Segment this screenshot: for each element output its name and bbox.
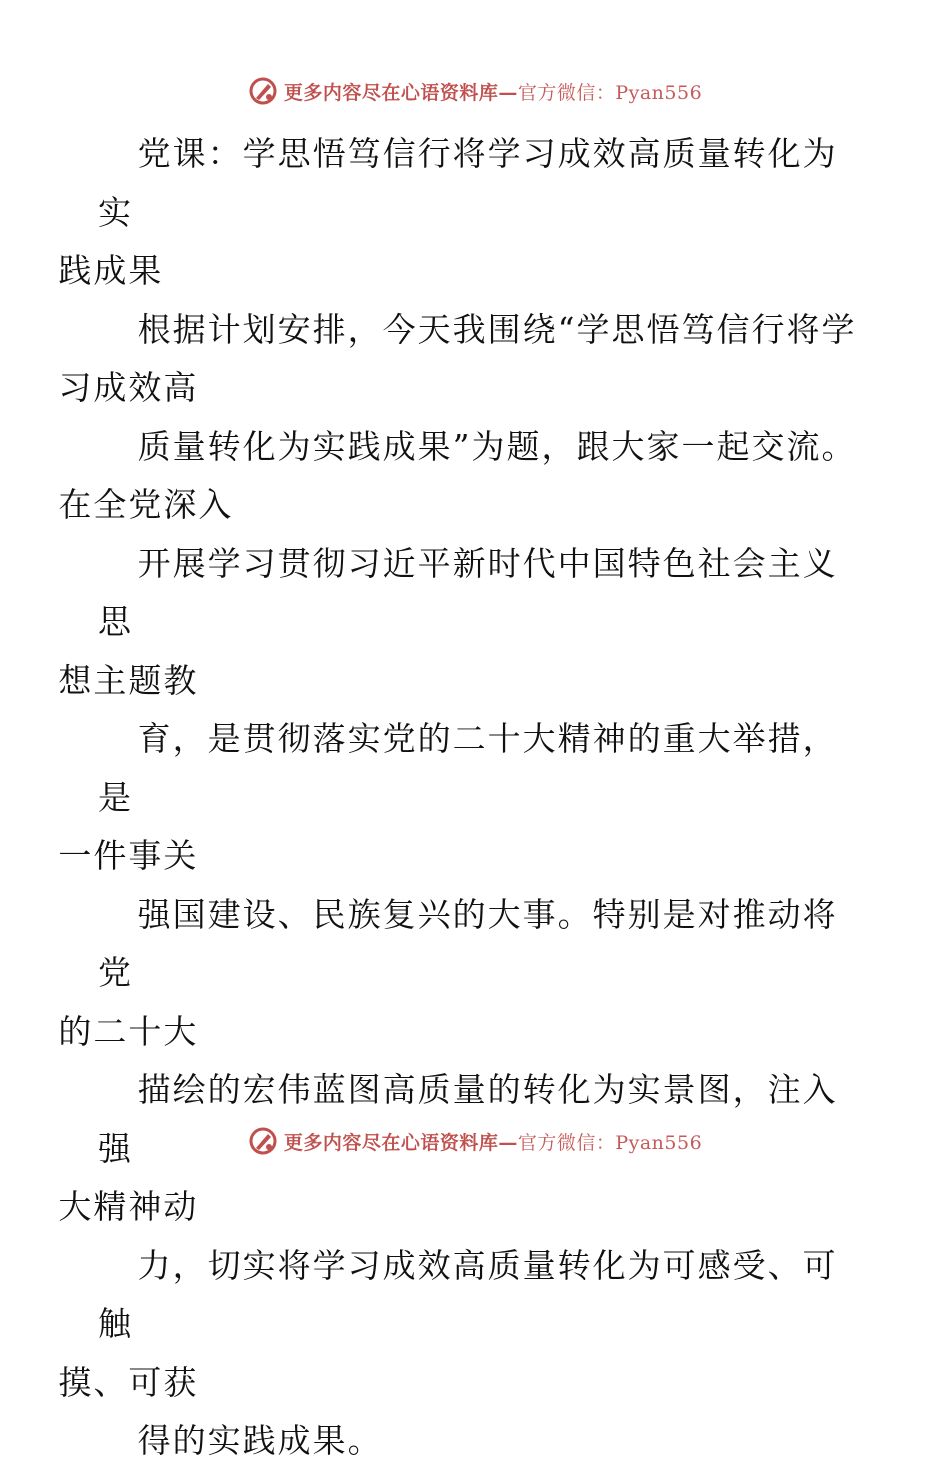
document-body (58, 125, 858, 1471)
pen-logo-icon (248, 1126, 278, 1156)
header-banner (0, 71, 950, 111)
paragraph: 力，切实将学习成效高质量转化为可感受、可触 摸、可获 (58, 1245, 838, 1402)
paragraph: 党课：学思悟笃信行将学习成效高质量转化为实 践成果 (58, 134, 838, 290)
pen-logo-icon (248, 76, 278, 106)
paragraph: 根据计划安排，今天我围绕“学思悟笃信行将学 习成效高 (58, 309, 857, 407)
paragraph: 描绘的宏伟蓝图高质量的转化为实景图，注入强 大精神动 (58, 1070, 838, 1226)
banner-wechat: 官方微信：Pyan556 (517, 81, 703, 104)
paragraph: 强国建设、民族复兴的大事。特别是对推动将党 的二十大 (58, 894, 838, 1051)
banner-label: 更多内容尽在心语资料库—官方微信：Pyan556 (283, 81, 703, 104)
banner-wechat: 官方微信：Pyan556 (517, 1131, 703, 1154)
paragraph: 质量转化为实践成果”为题，跟大家一起交流。 在全党深入 (58, 426, 857, 524)
footer-banner (0, 1121, 950, 1161)
paragraph: 得的实践成果。 (137, 1421, 383, 1460)
paragraph: 育，是贯彻落实党的二十大精神的重大举措，是 一件事关 (58, 719, 838, 875)
banner-label: 更多内容尽在心语资料库—官方微信：Pyan556 (283, 1131, 703, 1154)
paragraph: 开展学习贯彻习近平新时代中国特色社会主义思 想主题教 (58, 543, 838, 700)
